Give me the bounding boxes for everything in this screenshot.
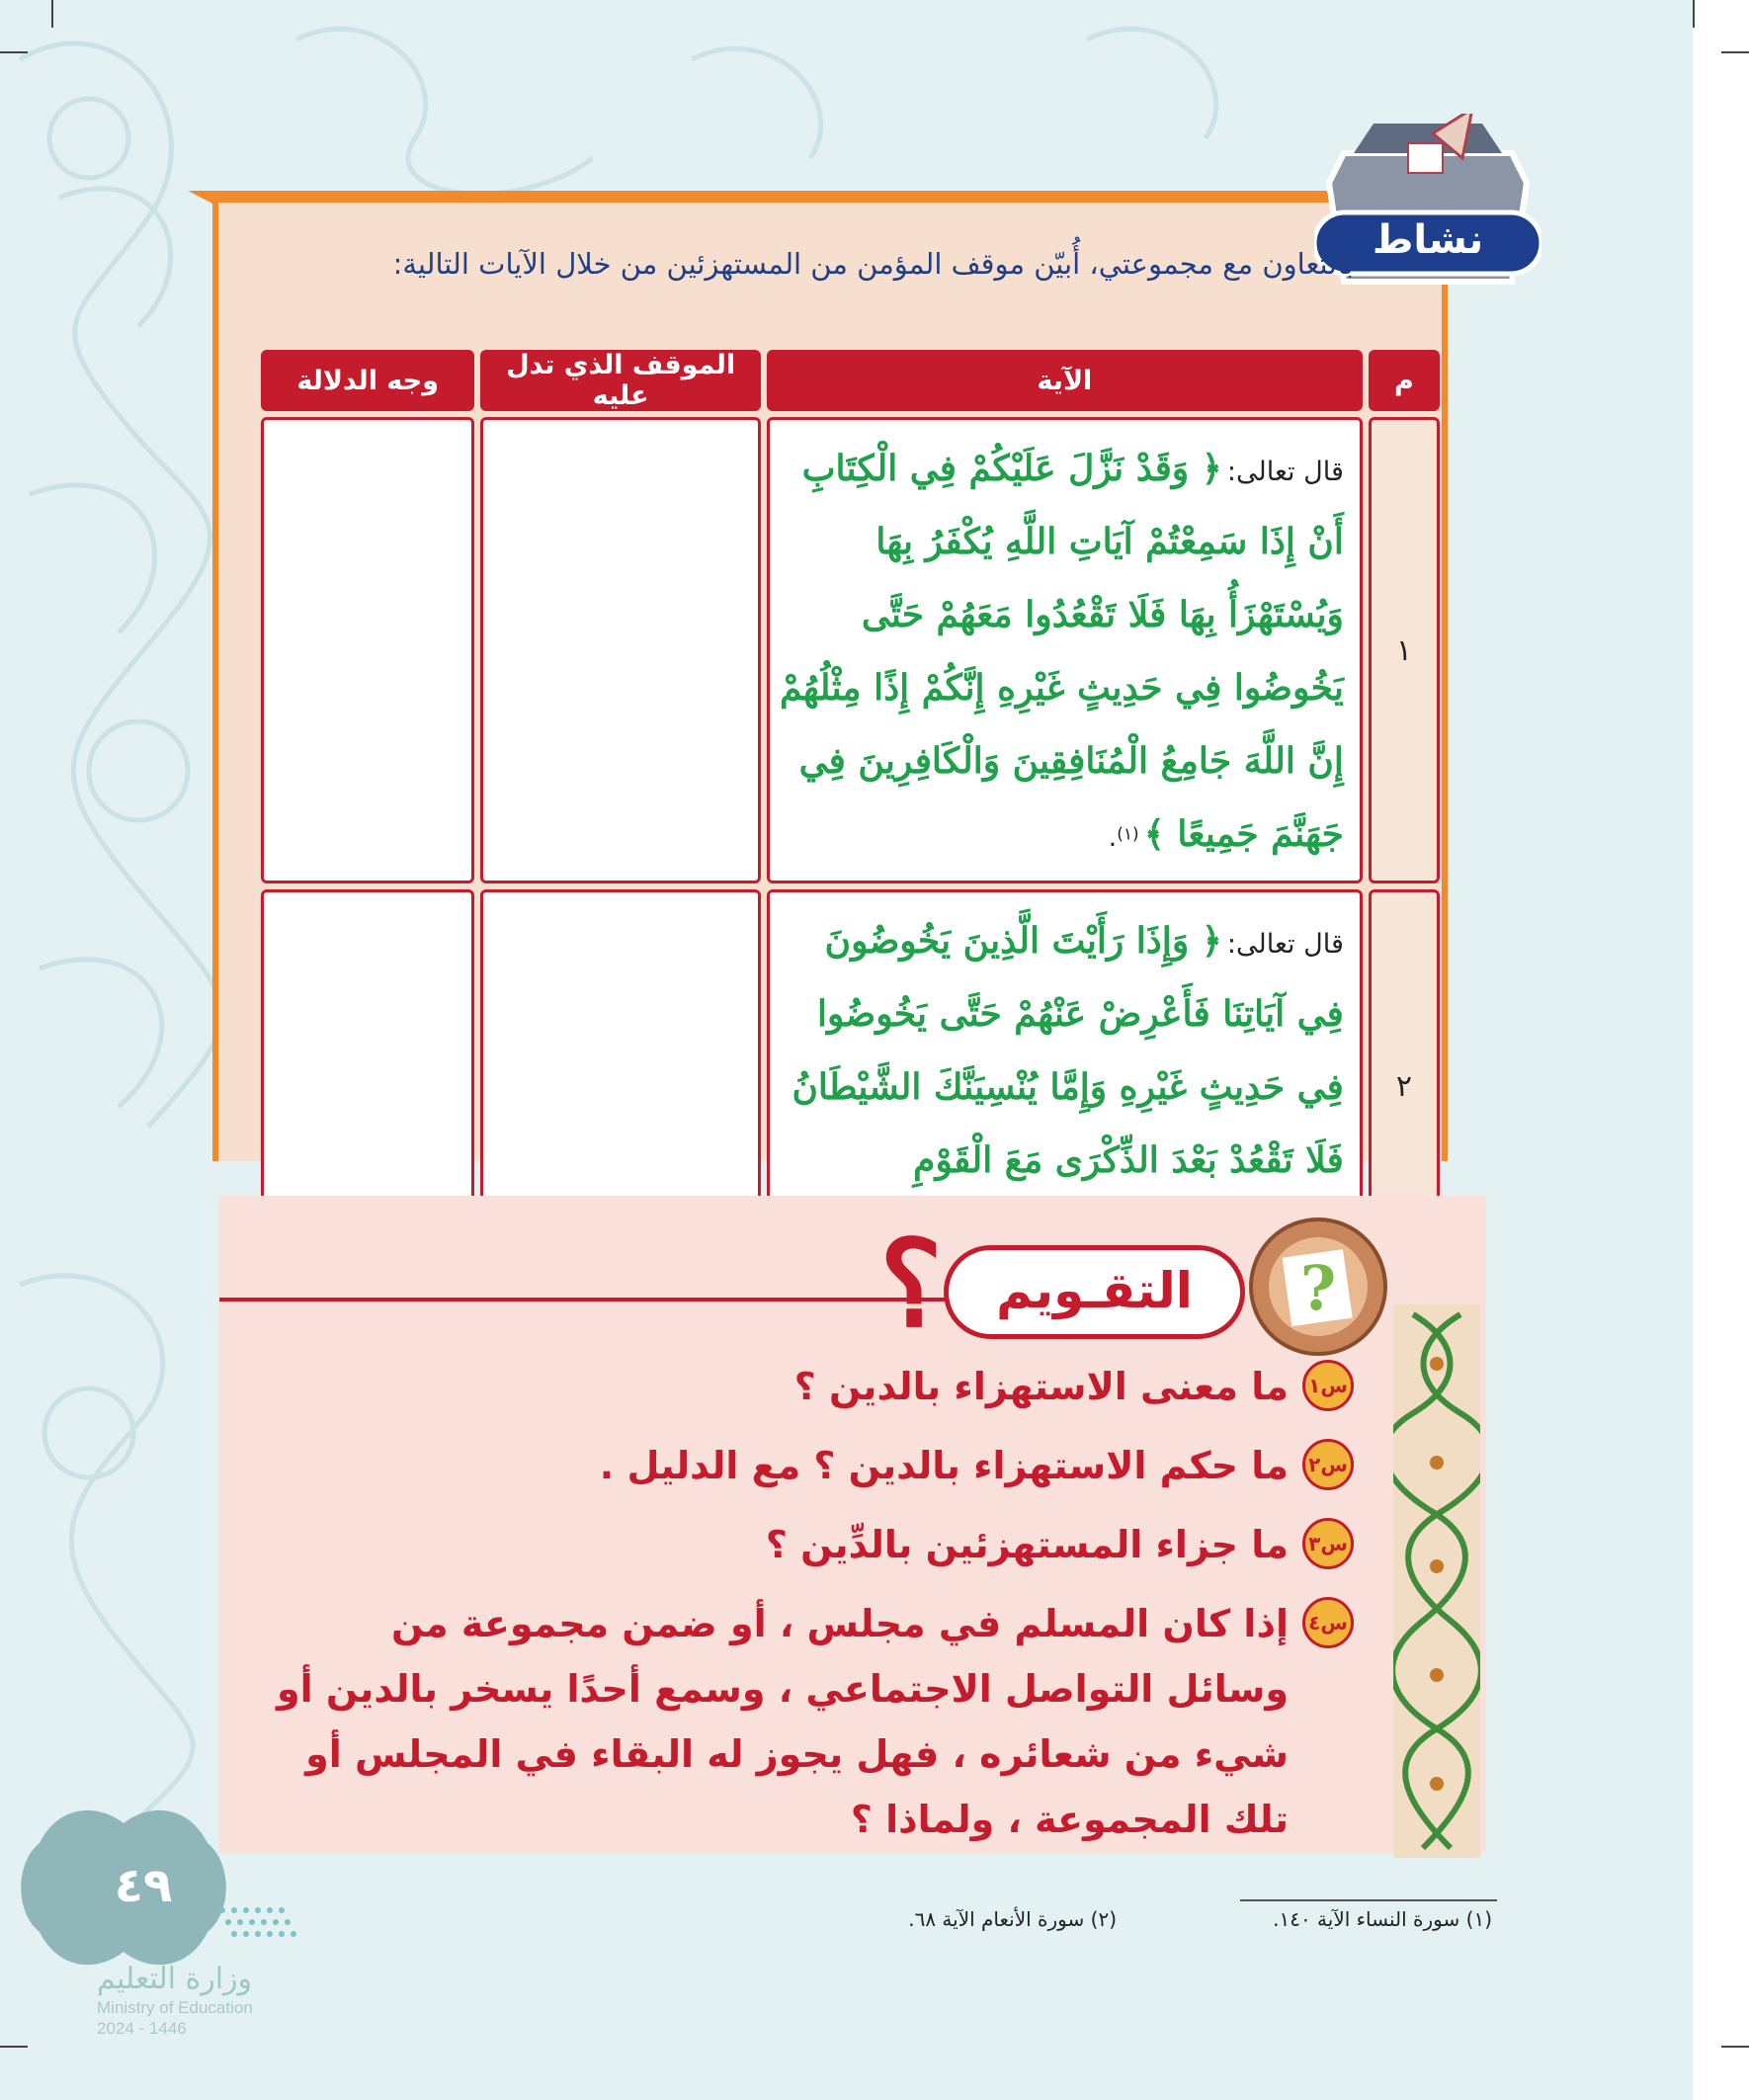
activity-badge-label: نشاط <box>1372 217 1484 263</box>
header-num: م <box>1369 350 1440 411</box>
verse-intro: قال تعالى: <box>1226 929 1344 960</box>
evaluation-questions <box>267 1354 1354 1866</box>
crop-mark <box>1693 0 1695 28</box>
crop-mark <box>1721 51 1749 53</box>
ornament-border <box>1393 1304 1480 1858</box>
header-stance: الموقف الذي تدل عليه <box>480 350 760 411</box>
question-item <box>267 1354 1354 1419</box>
header-verse: الآية <box>767 350 1363 411</box>
ministry-name-english: Ministry of Education <box>97 1998 253 2017</box>
question-mark-icon: ؟ <box>879 1215 943 1354</box>
question-text: ما حكم الاستهزاء بالدين ؟ مع الدليل . <box>599 1444 1289 1487</box>
crop-mark <box>0 2046 28 2048</box>
table-row <box>261 417 1440 883</box>
ministry-logo-dots <box>212 1902 321 1942</box>
crop-mark <box>0 51 28 53</box>
meaning-answer-cell[interactable] <box>261 417 474 883</box>
footnote-1: (١) سورة النساء الآية ١٤٠. <box>1273 1907 1492 1931</box>
question-item <box>267 1591 1354 1852</box>
edition-year: 2024 - 1446 <box>97 2019 187 2038</box>
crop-mark <box>1721 2046 1749 2048</box>
ministry-name-arabic: وزارة التعليم <box>97 1962 253 1996</box>
header-meaning: وجه الدلالة <box>261 350 474 411</box>
question-badge: س٣ <box>1302 1518 1354 1569</box>
verse-cell <box>767 417 1363 883</box>
activity-instruction: بالتعاون مع مجموعتي، أُبيّن موقف المؤمن من المستهزئين من خلال الآيات التالية: <box>392 247 1354 281</box>
verse-text: ﴿ وَقَدْ نَزَّلَ عَلَيْكُمْ فِي الْكِتَابِ أَنْ إِذَا سَمِعْتُمْ آيَاتِ اللَّهِ يُكْفَرُ بِهَا وَيُسْتَهْزَأُ بِهَا فَلَا تَقْعُدُوا مَعَهُمْ حَتَّى يَخُوضُوا فِي حَدِيثٍ غَيْرِهِ إِنَّكُمْ إِذًا مِثْلُهُمْ إِنَّ اللَّهَ جَامِعُ الْمُنَافِقِينَ وَالْكَافِرِينَ فِي جَهَنَّمَ جَمِيعًا ﴾ <box>779 448 1344 855</box>
question-item <box>267 1512 1354 1577</box>
question-item <box>267 1433 1354 1498</box>
page-margin <box>1693 0 1749 2100</box>
question-badge: س٤ <box>1302 1597 1354 1648</box>
svg-text:?: ? <box>1299 1252 1337 1324</box>
footnote-separator <box>1240 1899 1497 1901</box>
question-badge: س٢ <box>1302 1439 1354 1490</box>
footnote-2: (٢) سورة الأنعام الآية ٦٨. <box>908 1907 1117 1931</box>
question-badge: س١ <box>1302 1360 1354 1411</box>
crop-mark <box>51 0 53 28</box>
stance-answer-cell[interactable] <box>480 417 760 883</box>
evaluation-title: التقـويم <box>944 1245 1245 1339</box>
evaluation-icon <box>1247 1216 1390 1359</box>
question-text: ما جزاء المستهزئين بالدِّين ؟ <box>765 1523 1289 1566</box>
verse-end: . <box>1108 822 1118 853</box>
verses-table <box>255 344 1446 1289</box>
verse-text: ﴿ وَإِذَا رَأَيْتَ الَّذِينَ يَخُوضُونَ فِي آيَاتِنَا فَأَعْرِضْ عَنْهُمْ حَتَّى يَخُوضُوا فِي حَدِيثٍ غَيْرِهِ وَإِمَّا يُنْسِيَنَّكَ الشَّيْطَانُ فَلَا تَقْعُدْ بَعْدَ الذِّكْرَى مَعَ الْقَوْمِ <box>791 920 1344 1181</box>
question-text: ما معنى الاستهزاء بالدين ؟ <box>793 1365 1289 1408</box>
verse-footnote-ref: (١) <box>1117 824 1139 845</box>
page-number: ٤٩ <box>114 1858 173 1913</box>
row-number: ٢ <box>1369 889 1440 1283</box>
question-text: إذا كان المسلم في مجلس ، أو ضمن مجموعة من وسائل التواصل الاجتماعي ، وسمع أحدًا يسخر بالدين أو شيء من شعائره ، فهل يجوز له البقاء في المجلس أو تلك المجموعة ، ولماذا ؟ <box>276 1602 1289 1841</box>
row-number: ١ <box>1369 417 1440 883</box>
verse-intro: قال تعالى: <box>1226 457 1344 487</box>
